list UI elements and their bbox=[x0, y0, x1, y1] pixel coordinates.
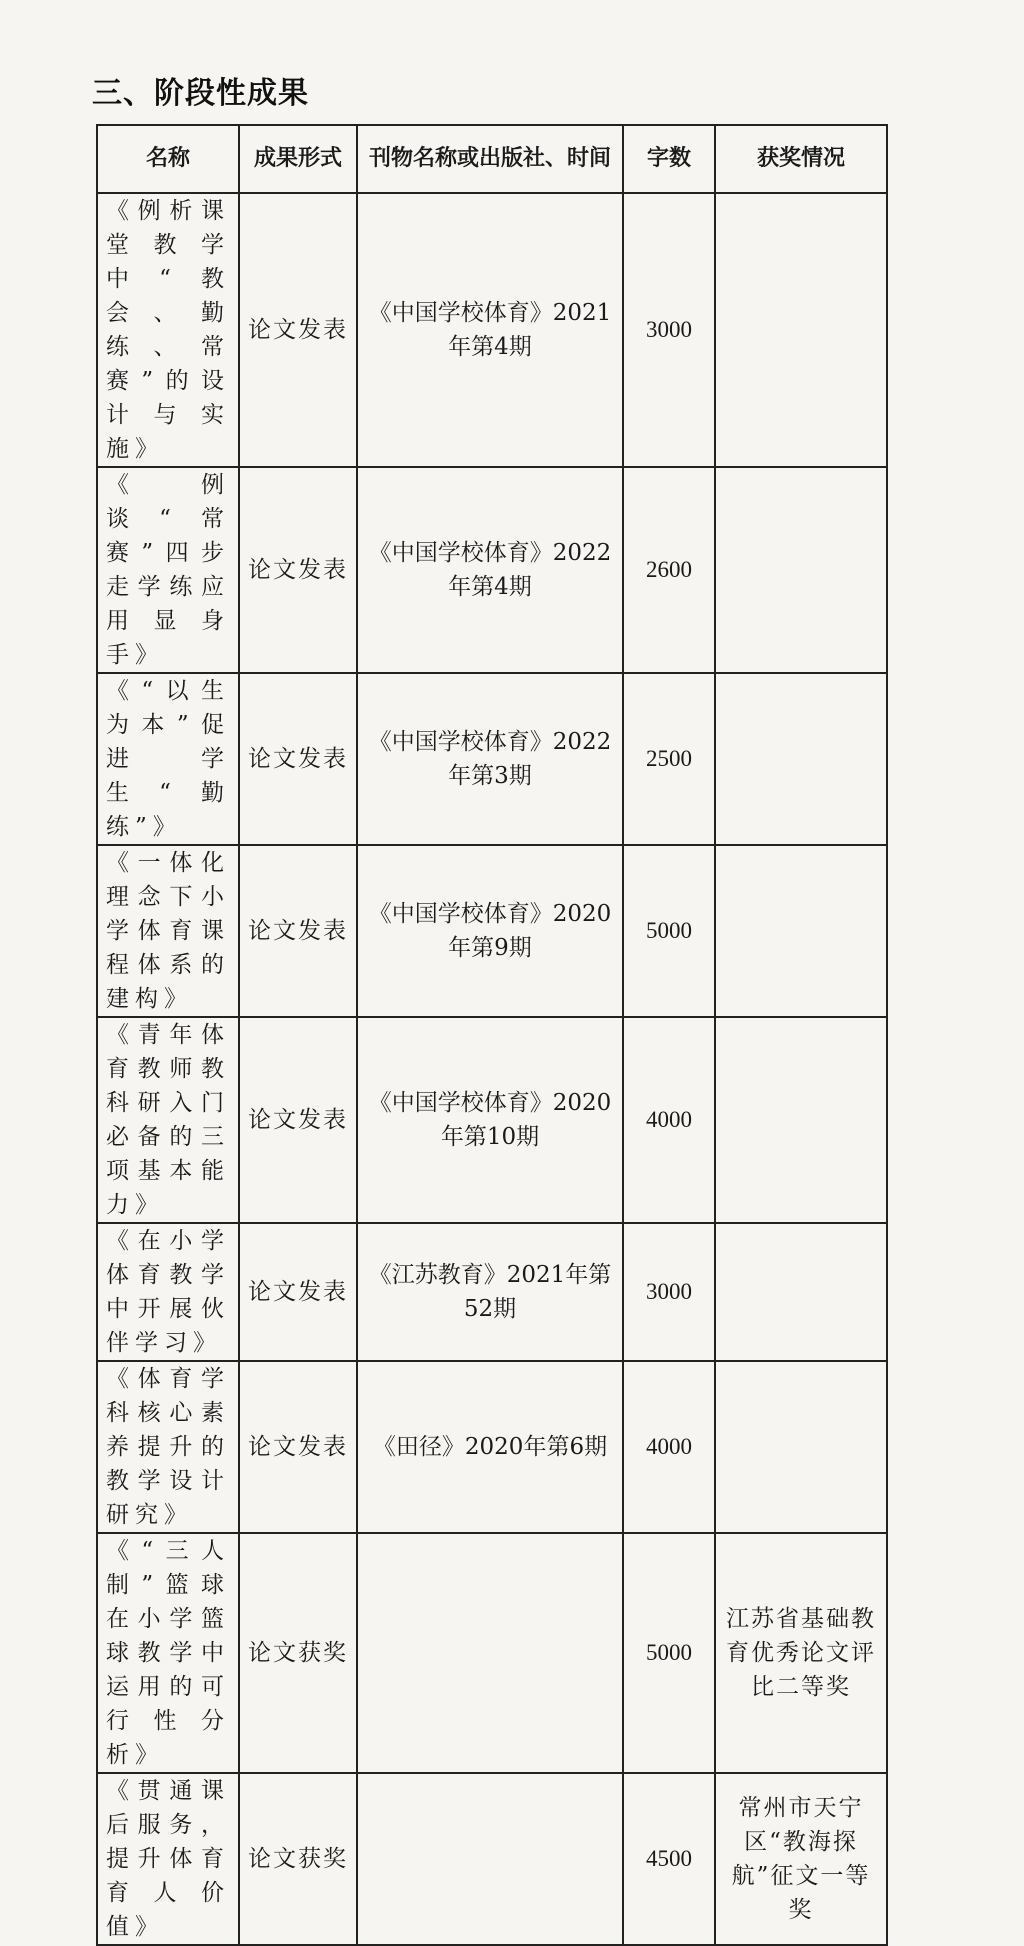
cell-form: 论文发表 bbox=[239, 1223, 357, 1361]
cell-word-count: 3000 bbox=[623, 1223, 715, 1361]
cell-name: 《“以生为本”促进学生“勤练”》 bbox=[97, 673, 239, 845]
table-row bbox=[97, 193, 887, 467]
cell-award: 江苏省基础教育优秀论文评比二等奖 bbox=[715, 1533, 887, 1773]
cell-publication: 《中国学校体育》2022年第3期 bbox=[357, 673, 623, 845]
cell-name: 《在小学体育教学中开展伙伴学习》 bbox=[97, 1223, 239, 1361]
cell-form: 论文发表 bbox=[239, 467, 357, 673]
cell-form: 论文发表 bbox=[239, 845, 357, 1017]
cell-word-count: 4000 bbox=[623, 1361, 715, 1533]
cell-form: 论文发表 bbox=[239, 1361, 357, 1533]
table-row bbox=[97, 467, 887, 673]
cell-word-count: 2500 bbox=[623, 673, 715, 845]
cell-publication: 《田径》2020年第6期 bbox=[357, 1361, 623, 1533]
header-word-count: 字数 bbox=[623, 125, 715, 193]
cell-award bbox=[715, 1017, 887, 1223]
table-row bbox=[97, 673, 887, 845]
header-publication: 刊物名称或出版社、时间 bbox=[357, 125, 623, 193]
cell-form: 论文发表 bbox=[239, 193, 357, 467]
cell-name: 《体育学科核心素养提升的教学设计研究》 bbox=[97, 1361, 239, 1533]
cell-word-count: 5000 bbox=[623, 1533, 715, 1773]
cell-award bbox=[715, 1223, 887, 1361]
cell-publication bbox=[357, 1533, 623, 1773]
cell-award: 常州市天宁区“教海探航”征文一等奖 bbox=[715, 1773, 887, 1945]
table-row bbox=[97, 1773, 887, 1945]
cell-publication: 《中国学校体育》2020年第10期 bbox=[357, 1017, 623, 1223]
cell-award bbox=[715, 673, 887, 845]
cell-name: 《“三人制”篮球在小学篮球教学中运用的可行性分析》 bbox=[97, 1533, 239, 1773]
table-row bbox=[97, 1017, 887, 1223]
cell-publication: 《中国学校体育》2020年第9期 bbox=[357, 845, 623, 1017]
table-row bbox=[97, 1361, 887, 1533]
cell-name: 《一体化理念下小学体育课程体系的建构》 bbox=[97, 845, 239, 1017]
table-header-row bbox=[97, 125, 887, 193]
table-row bbox=[97, 845, 887, 1017]
results-table bbox=[96, 124, 888, 1946]
cell-name: 《贯通课后服务，提升体育育人价值》 bbox=[97, 1773, 239, 1945]
cell-name: 《青年体育教师教科研入门必备的三项基本能力》 bbox=[97, 1017, 239, 1223]
cell-publication: 《江苏教育》2021年第52期 bbox=[357, 1223, 623, 1361]
cell-publication: 《中国学校体育》2022年第4期 bbox=[357, 467, 623, 673]
cell-word-count: 2600 bbox=[623, 467, 715, 673]
cell-award bbox=[715, 193, 887, 467]
cell-award bbox=[715, 1361, 887, 1533]
cell-form: 论文获奖 bbox=[239, 1773, 357, 1945]
table-row bbox=[97, 1533, 887, 1773]
cell-publication bbox=[357, 1773, 623, 1945]
header-name: 名称 bbox=[97, 125, 239, 193]
cell-form: 论文获奖 bbox=[239, 1533, 357, 1773]
cell-form: 论文发表 bbox=[239, 1017, 357, 1223]
cell-name: 《例析课堂教学中“教会、勤练、常赛”的设计与实施》 bbox=[97, 193, 239, 467]
table-row bbox=[97, 1223, 887, 1361]
cell-word-count: 3000 bbox=[623, 193, 715, 467]
cell-award bbox=[715, 467, 887, 673]
cell-word-count: 5000 bbox=[623, 845, 715, 1017]
section-title: 三、阶段性成果 bbox=[92, 76, 309, 111]
cell-word-count: 4000 bbox=[623, 1017, 715, 1223]
cell-name: 《例谈“常赛”四步走学练应用显身手》 bbox=[97, 467, 239, 673]
header-award: 获奖情况 bbox=[715, 125, 887, 193]
cell-word-count: 4500 bbox=[623, 1773, 715, 1945]
cell-award bbox=[715, 845, 887, 1017]
cell-form: 论文发表 bbox=[239, 673, 357, 845]
cell-publication: 《中国学校体育》2021年第4期 bbox=[357, 193, 623, 467]
header-form: 成果形式 bbox=[239, 125, 357, 193]
